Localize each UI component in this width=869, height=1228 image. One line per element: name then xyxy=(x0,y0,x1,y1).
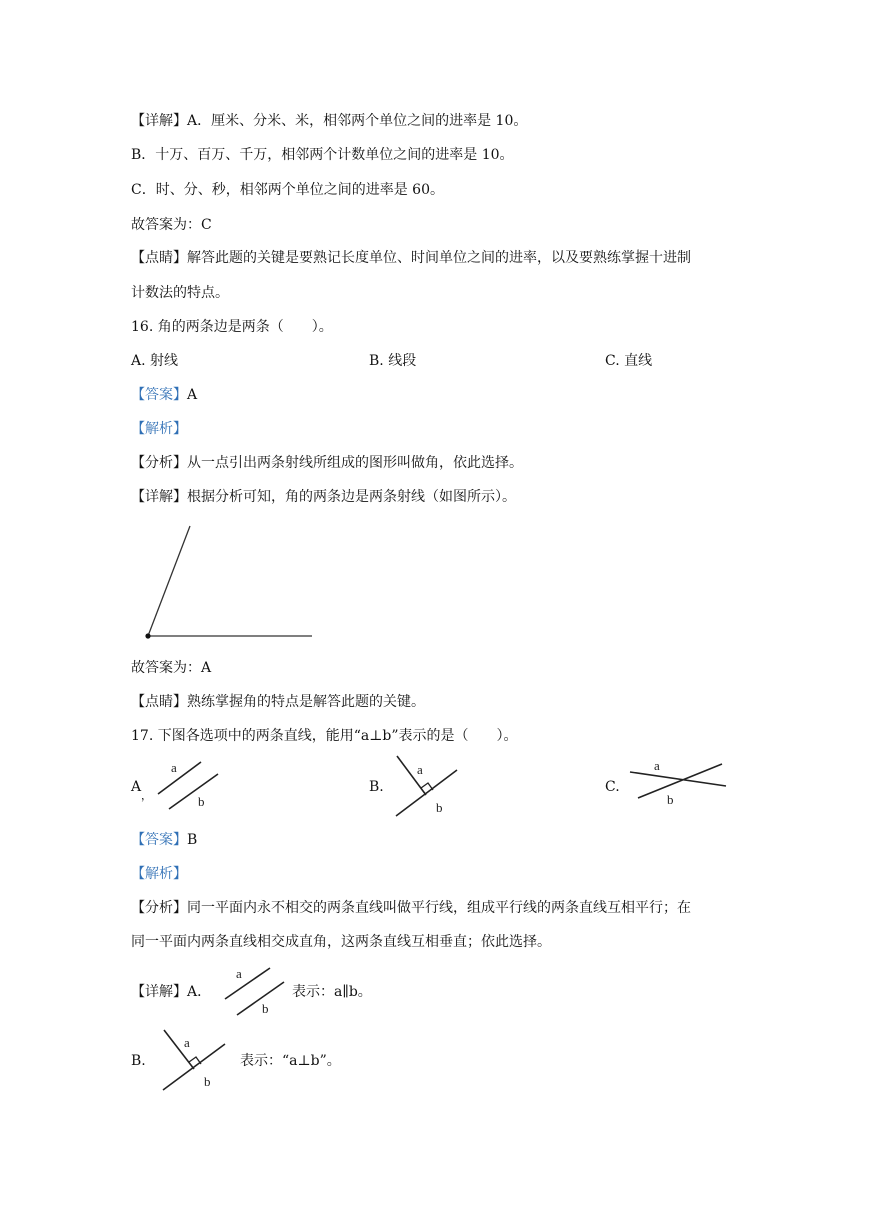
analysis-text: 同一平面内永不相交的两条直线叫做平行线，组成平行线的两条直线互相平行；在 xyxy=(187,900,691,916)
detail-text: 根据分析可知，角的两条边是两条射线（如图所示）。 xyxy=(187,489,516,505)
q15-detail-c: C．时、分、秒，相邻两个单位之间的进率是 60。 xyxy=(131,182,444,198)
detail-tag: 【详解】 xyxy=(131,984,187,1000)
comment-tag: 【点睛】 xyxy=(131,694,187,710)
comment-text: 熟练掌握角的特点是解答此题的关键。 xyxy=(187,694,425,710)
q17-option-c: C. xyxy=(605,779,620,795)
label-b: b xyxy=(198,794,205,809)
answer-value: B xyxy=(187,832,198,848)
angle-ray-upper xyxy=(148,526,190,636)
label-a: a xyxy=(417,762,423,777)
figure-detail-a-parallel xyxy=(222,964,292,1019)
answer-value: A xyxy=(187,387,198,403)
line-a xyxy=(158,762,201,794)
analysis-text: 从一点引出两条射线所组成的图形叫做角，依此选择。 xyxy=(187,455,523,471)
q17-answer xyxy=(131,830,197,850)
q17-detail-b-prefix: B. xyxy=(131,1053,146,1069)
q16-option-c: C. 直线 xyxy=(605,353,653,369)
q15-comment-2: 计数法的特点。 xyxy=(131,285,229,301)
line-a xyxy=(630,772,726,786)
angle-figure xyxy=(140,520,320,645)
label-a: a xyxy=(654,758,660,773)
detail-tag: 【详解】 xyxy=(131,489,187,505)
q15-comment-1 xyxy=(131,248,691,268)
figure-option-b-perpendicular xyxy=(393,752,463,820)
line-b xyxy=(169,774,218,809)
figure-option-c-intersecting xyxy=(628,758,728,808)
label-a: a xyxy=(184,1035,190,1050)
q16-option-b: B. 线段 xyxy=(369,353,417,369)
q15-conclusion: 故答案为：C xyxy=(131,217,212,233)
label-b: b xyxy=(436,800,443,815)
line-b xyxy=(163,1044,225,1090)
line-a xyxy=(225,968,270,999)
line-b xyxy=(638,764,722,798)
comment-tag: 【点睛】 xyxy=(131,250,187,266)
angle-vertex xyxy=(145,633,150,638)
q17-analysis-2: 同一平面内两条直线相交成直角，这两条直线互相垂直；依此选择。 xyxy=(131,934,551,950)
answer-tag: 【答案】 xyxy=(131,387,187,403)
label-b: b xyxy=(262,1001,269,1016)
q17-detail-a xyxy=(131,982,211,1002)
line-b xyxy=(237,982,284,1015)
q16-analysis xyxy=(131,453,523,473)
comment-text: 解答此题的关键是要熟记长度单位、时间单位之间的进率，以及要熟练掌握十进制 xyxy=(187,250,691,266)
q17-analysis-tag: 【解析】 xyxy=(131,866,187,882)
q17-option-a-mark: ， xyxy=(141,789,152,802)
q16-stem: 16. 角的两条边是两条（ ）。 xyxy=(131,319,333,335)
q16-option-a: A. 射线 xyxy=(131,353,179,369)
q16-detail xyxy=(131,487,516,507)
figure-option-a-parallel xyxy=(155,758,225,813)
q17-stem: 17. 下图各选项中的两条直线，能用“a⊥b”表示的是（ ）。 xyxy=(131,728,518,744)
label-b: b xyxy=(204,1074,211,1089)
answer-tag: 【答案】 xyxy=(131,832,187,848)
q16-conclusion: 故答案为：A xyxy=(131,660,212,676)
q16-comment xyxy=(131,692,425,712)
q17-detail-b-text: 表示：“a⊥b”。 xyxy=(240,1053,341,1069)
analysis-sub-tag: 【分析】 xyxy=(131,455,187,471)
label-b: b xyxy=(667,792,674,807)
q17-analysis-1 xyxy=(131,898,691,918)
label-a: a xyxy=(236,966,242,981)
detail-a-text: A．厘米、分米、米，相邻两个单位之间的进率是 10。 xyxy=(187,113,528,129)
q16-analysis-tag: 【解析】 xyxy=(131,421,187,437)
label-a: a xyxy=(171,760,177,775)
detail-a-prefix: A． xyxy=(187,984,212,1000)
q16-answer xyxy=(131,385,197,405)
q15-detail-b: B．十万、百万、千万，相邻两个计数单位之间的进率是 10。 xyxy=(131,147,514,163)
q15-detail-a xyxy=(131,111,527,131)
line-b xyxy=(396,770,457,816)
q17-option-b: B. xyxy=(369,779,384,795)
figure-detail-b-perpendicular xyxy=(160,1026,232,1094)
analysis-sub-tag: 【分析】 xyxy=(131,900,187,916)
q17-detail-a-text: 表示：a∥b。 xyxy=(292,984,372,1000)
detail-tag: 【详解】 xyxy=(131,113,187,129)
q17-option-a: A xyxy=(131,779,142,795)
